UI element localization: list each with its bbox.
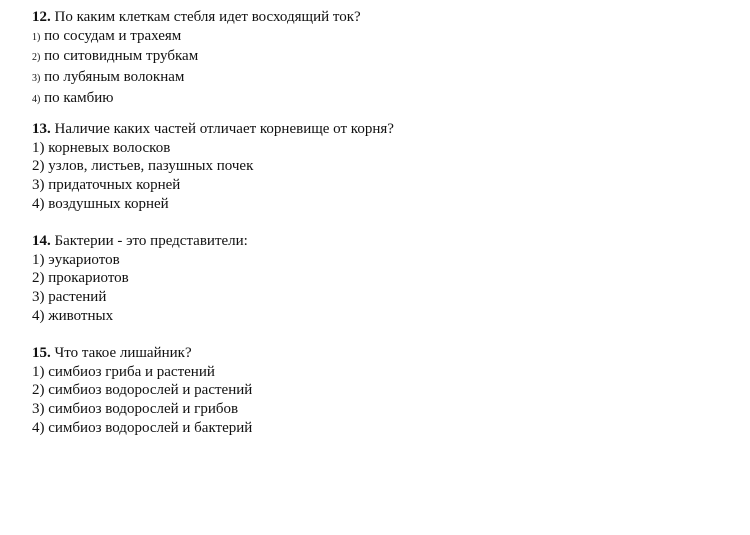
option-text: по камбию — [44, 89, 114, 106]
question-number: 13. — [32, 121, 51, 137]
option-marker: 2) — [32, 270, 45, 287]
option-marker: 3) — [32, 289, 45, 306]
option-text: эукариотов — [48, 251, 120, 268]
option-text: симбиоз водорослей и грибов — [48, 401, 239, 418]
question-12 — [32, 8, 361, 110]
option-marker: 2) — [32, 382, 45, 399]
option-text: придаточных корней — [48, 177, 181, 194]
option-text: воздушных корней — [48, 195, 169, 212]
question-title — [32, 120, 394, 139]
option-text: животных — [48, 307, 114, 324]
answer-option — [32, 195, 394, 214]
option-text: узлов, листьев, пазушных почек — [48, 158, 254, 175]
answer-option — [32, 139, 394, 158]
option-marker: 3) — [32, 401, 45, 418]
answer-option — [32, 68, 361, 89]
option-marker: 1) — [32, 251, 45, 268]
question-number: 15. — [32, 345, 51, 361]
answer-option — [32, 363, 252, 382]
option-marker: 1) — [32, 363, 45, 380]
answer-option — [32, 381, 252, 400]
question-title — [32, 344, 252, 363]
option-text: растений — [48, 289, 107, 306]
answer-option — [32, 269, 248, 288]
question-13 — [32, 120, 394, 214]
answer-option — [32, 251, 248, 270]
answer-option — [32, 400, 252, 419]
option-marker: 4) — [32, 93, 41, 105]
option-text: по ситовидным трубкам — [44, 48, 199, 65]
answer-option — [32, 288, 248, 307]
option-marker: 2) — [32, 158, 45, 175]
answer-option — [32, 176, 394, 195]
option-text: прокариотов — [48, 270, 129, 287]
option-marker: 1) — [32, 31, 41, 43]
option-text: по сосудам и трахеям — [44, 27, 182, 44]
answer-option — [32, 47, 361, 68]
option-marker: 1) — [32, 139, 45, 156]
option-text: корневых волосков — [48, 139, 171, 156]
answer-option — [32, 157, 394, 176]
question-text: Что такое лишайник? — [54, 345, 192, 361]
option-text: симбиоз водорослей и растений — [48, 382, 253, 399]
option-text: симбиоз гриба и растений — [48, 363, 215, 380]
question-text: По каким клеткам стебля идет восходящий ток? — [54, 9, 361, 25]
option-text: симбиоз водорослей и бактерий — [48, 419, 253, 436]
question-title — [32, 232, 248, 251]
option-marker: 3) — [32, 73, 41, 85]
answer-option — [32, 419, 252, 438]
question-number: 14. — [32, 233, 51, 249]
answer-option — [32, 89, 361, 110]
option-marker: 4) — [32, 195, 45, 212]
question-text: Бактерии - это представители: — [54, 233, 248, 249]
option-marker: 4) — [32, 419, 45, 436]
question-14 — [32, 232, 248, 326]
question-title — [32, 8, 361, 27]
answer-option — [32, 307, 248, 326]
option-text: по лубяным волокнам — [44, 69, 185, 86]
option-marker: 4) — [32, 307, 45, 324]
question-number: 12. — [32, 9, 51, 25]
question-text: Наличие каких частей отличает корневище от корня? — [54, 121, 394, 137]
option-marker: 2) — [32, 52, 41, 64]
question-15 — [32, 344, 252, 438]
answer-option — [32, 27, 361, 48]
option-marker: 3) — [32, 177, 45, 194]
